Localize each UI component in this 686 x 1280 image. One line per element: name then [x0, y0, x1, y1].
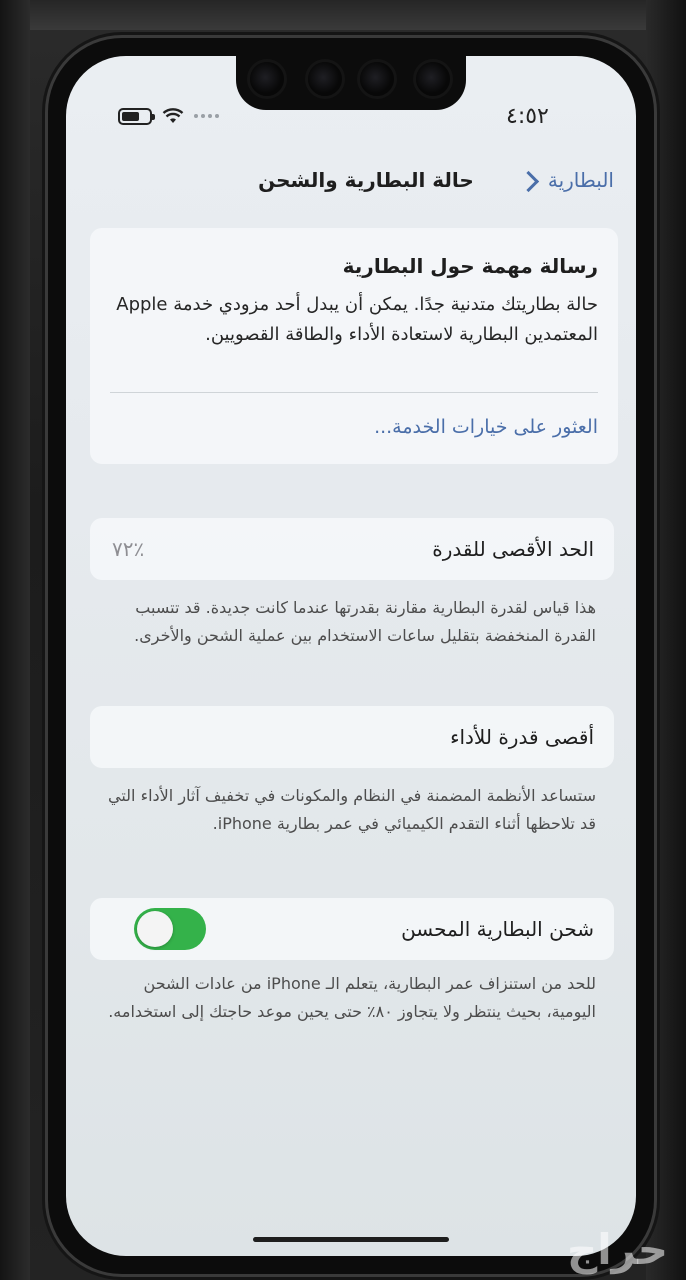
status-time: ٤:٥٢ — [506, 104, 549, 129]
find-service-options-link[interactable]: العثور على خيارات الخدمة... — [374, 416, 598, 438]
optimized-charging-label: شحن البطارية المحسن — [401, 917, 594, 941]
optimized-charging-footnote: للحد من استنزاف عمر البطارية، يتعلم الـ iPhone من عادات الشحن اليومية، بحيث ينتظر ولا يتجاوز ٨٠٪ حتى يحين موعد حاجتك إلى استخدامه. — [108, 974, 596, 1021]
camera-lens-icon — [308, 62, 342, 96]
alert-title: رسالة مهمة حول البطارية — [342, 254, 598, 278]
phone-screen — [66, 56, 636, 1256]
max-capacity-row — [90, 518, 614, 580]
chevron-back-icon — [518, 170, 539, 191]
optimized-charging-row — [90, 898, 614, 960]
page-title: حالة البطارية والشحن — [258, 168, 474, 192]
camera-lens-icon — [250, 62, 284, 96]
peak-performance-footnote: ستساعد الأنظمة المضمنة في النظام والمكونات في تخفيف آثار الأداء التي قد تلاحظها أثناء التقدم الكيميائي في عمر بطارية iPhone. — [108, 786, 596, 833]
divider — [110, 392, 598, 393]
peak-performance-row — [90, 706, 614, 768]
max-capacity-label: الحد الأقصى للقدرة — [432, 537, 594, 561]
max-capacity-value: ٪٧٢ — [112, 537, 145, 561]
peak-performance-label: أقصى قدرة للأداء — [450, 725, 594, 749]
alert-body: حالة بطاريتك متدنية جدًا. يمكن أن يبدل أحد مزودي خدمة Apple المعتمدين البطارية لاستعادة الأداء والطاقة القصويين. — [116, 294, 598, 345]
max-capacity-footnote: هذا قياس لقدرة البطارية مقارنة بقدرتها عندما كانت جديدة. قد تتسبب القدرة المنخفضة بتقليل ساعات الاستخدام بين عملية الشحن والأخرى. — [134, 598, 596, 645]
back-button[interactable] — [521, 168, 614, 192]
optimized-charging-toggle[interactable] — [134, 908, 206, 950]
iphone-body — [48, 38, 654, 1274]
status-icons — [118, 106, 219, 126]
camera-notch — [236, 56, 466, 110]
camera-lens-icon — [360, 62, 394, 96]
box-edge-left — [0, 0, 30, 1280]
signal-dots-icon — [194, 114, 219, 118]
home-indicator[interactable] — [253, 1237, 449, 1242]
battery-alert-card — [90, 228, 618, 464]
toggle-knob — [137, 911, 173, 947]
wifi-icon — [162, 107, 184, 125]
box-inner-top — [30, 0, 646, 30]
back-button-label: البطارية — [547, 168, 614, 192]
camera-lens-icon — [416, 62, 450, 96]
battery-icon — [118, 108, 152, 125]
watermark-logo: حراج — [566, 1225, 668, 1274]
